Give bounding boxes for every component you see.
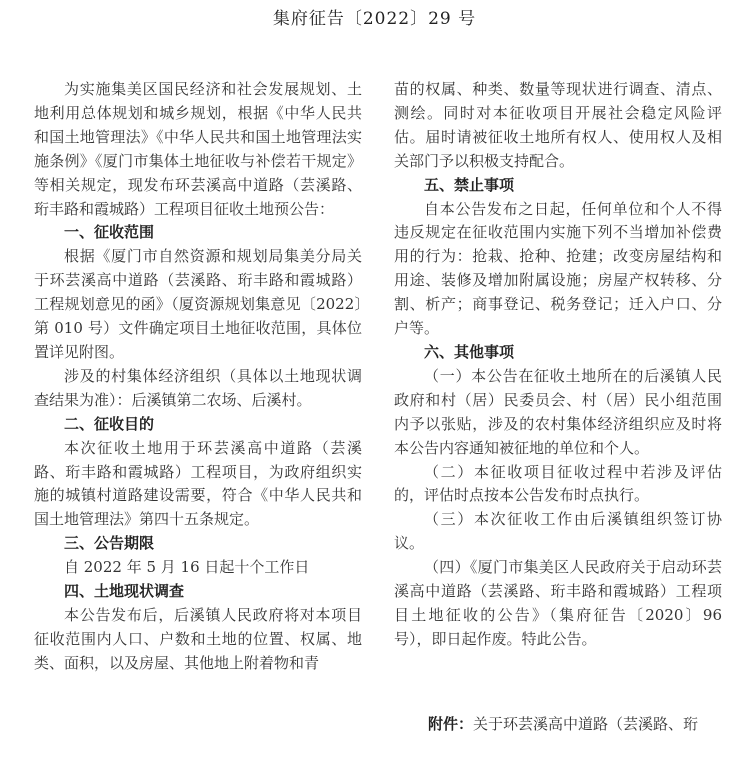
left-column <box>34 78 362 676</box>
section-4-paragraph: 本公告发布后，后溪镇人民政府将对本项目征收范围内人口、户数和土地的位置、权属、地类、面积，以及房屋、其他地上附着物和青 <box>34 605 362 672</box>
section-6-item-4: （四）《厦门市集美区人民政府关于启动环芸溪高中道路（芸溪路、珩丰路和霞城路）工程项目土地征收的公告》（集府征告〔2020〕96 号），即日起作废。特此公告。 <box>394 558 722 648</box>
section-1-heading: 一、征收范围 <box>64 223 155 242</box>
section-3-paragraph: 自 2022 年 5 月 16 日起十个工作日 <box>64 558 310 577</box>
section-2-paragraph: 本次征收土地用于环芸溪高中道路（芸溪路、珩丰路和霞城路）工程项目，为政府组织实施的城镇村道路建设需要，符合《中华人民共和国土地管理法》第四十五条规定。 <box>34 438 362 529</box>
right-column <box>394 78 722 652</box>
section-1-paragraph-1: 根据《厦门市自然资源和规划局集美分局关于环芸溪高中道路（芸溪路、珩丰路和霞城路）工程规划意见的函》（厦资源规划集意见〔2022〕第 010 号）文件确定项目土地征收范围，具体位置详见附图。 <box>34 247 362 361</box>
section-2-heading: 二、征收目的 <box>64 414 155 433</box>
attachment-label: 附件： <box>428 715 474 733</box>
attachment-text: 关于环芸溪高中道路（芸溪路、珩 <box>473 715 699 733</box>
section-6-item-3: （三）本次征收工作由后溪镇组织签订协议。 <box>394 510 722 553</box>
section-5-paragraph: 自本公告发布之日起，任何单位和个人不得违反规定在征收范围内实施下列不当增加补偿费用的行为：抢栽、抢种、抢建；改变房屋结构和用途、装修及增加附属设施；房屋产权转移、分割、析产；商事登记、税务登记；迁入户口、分户等。 <box>394 199 722 338</box>
section-1-paragraph-2: 涉及的村集体经济组织（具体以土地现状调查结果为准）：后溪镇第二农场、后溪村。 <box>34 366 362 409</box>
section-3-heading: 三、公告期限 <box>64 534 155 553</box>
document-number-title: 集府征告〔2022〕29 号 <box>272 9 477 29</box>
section-4-heading: 四、土地现状调查 <box>64 582 185 601</box>
section-5-heading: 五、禁止事项 <box>424 175 515 194</box>
attachment-line <box>428 712 749 736</box>
section-6-heading: 六、其他事项 <box>424 342 515 361</box>
intro-paragraph: 为实施集美区国民经济和社会发展规划、土地利用总体规划和城乡规划，根据《中华人民共和国土地管理法》《中华人民共和国土地管理法实施条例》《厦门市集体土地征收与补偿若干规定》等相关规定，现发布环芸溪高中道路（芸溪路、珩丰路和霞城路）工程项目征收土地预公告： <box>34 80 362 218</box>
section-6-item-2: （二）本征收项目征收过程中若涉及评估的，评估时点按本公告发布时点执行。 <box>394 462 722 505</box>
section-4-paragraph-continued: 苗的权属、种类、数量等现状进行调查、清点、测绘。同时对本征收项目开展社会稳定风险评估。届时请被征收土地所有权人、使用权人及相关部门予以积极支持配合。 <box>394 80 722 170</box>
section-6-item-1: （一）本公告在征收土地所在的后溪镇人民政府和村（居）民委员会、村（居）民小组范围内予以张贴，涉及的农村集体经济组织应及时将本公告内容通知被征地的单位和个人。 <box>394 366 722 457</box>
